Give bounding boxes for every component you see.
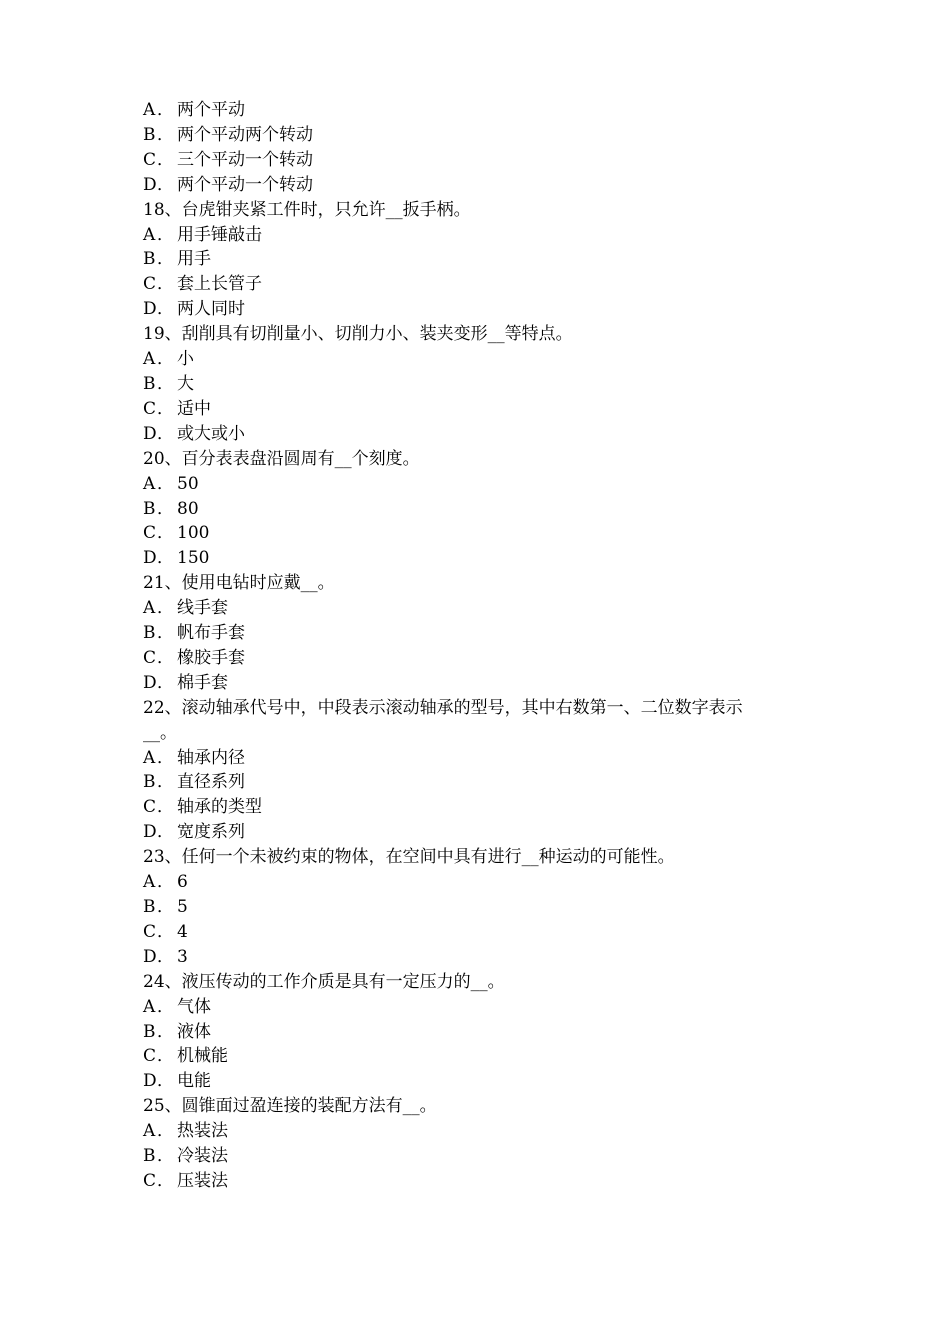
- question-text: 21、使用电钻时应戴__。: [143, 573, 335, 594]
- option-separator: ．: [157, 423, 174, 444]
- option-text: 用手: [177, 249, 211, 270]
- question-text: 23、任何一个未被约束的物体，在空间中具有进行__种运动的可能性。: [143, 847, 675, 868]
- option-text: 150: [177, 548, 210, 569]
- option-text: 冷装法: [177, 1146, 228, 1167]
- option-letter: A: [143, 100, 156, 120]
- answer-option: [143, 596, 833, 621]
- answer-option: [143, 1119, 833, 1144]
- option-separator: ．: [157, 1146, 174, 1167]
- option-separator: ．: [157, 1071, 174, 1092]
- option-letter: B: [143, 124, 156, 145]
- answer-option: [143, 895, 833, 920]
- option-letter: B: [143, 623, 156, 644]
- option-letter: A: [143, 747, 156, 768]
- answer-option: [143, 297, 833, 322]
- answer-option: [143, 347, 833, 372]
- option-letter: A: [143, 224, 156, 245]
- answer-option: [143, 546, 833, 571]
- option-separator: ．: [157, 623, 174, 644]
- option-text: 热装法: [177, 1121, 228, 1142]
- option-text: 4: [177, 921, 188, 942]
- option-text: 80: [177, 498, 199, 519]
- option-text: 50: [177, 473, 199, 494]
- option-text: 小: [177, 349, 194, 370]
- option-letter: D: [143, 946, 157, 967]
- option-separator: ．: [157, 373, 174, 394]
- option-text: 套上长管子: [177, 274, 262, 295]
- option-letter: D: [143, 174, 157, 195]
- answer-option: [143, 397, 833, 422]
- option-text: 大: [177, 373, 194, 394]
- option-separator: ．: [157, 1170, 174, 1191]
- answer-option: [143, 272, 833, 297]
- option-separator: ．: [157, 996, 174, 1017]
- option-text: 液体: [177, 1021, 211, 1042]
- option-text: 两个平动两个转动: [177, 124, 313, 145]
- option-separator: ．: [157, 822, 174, 843]
- answer-option: [143, 1169, 833, 1194]
- document-page: [143, 98, 833, 1194]
- answer-option: [143, 746, 833, 771]
- option-letter: C: [143, 1046, 157, 1067]
- option-letter: B: [143, 373, 156, 394]
- option-text: 棉手套: [177, 672, 228, 693]
- answer-option: [143, 1020, 833, 1045]
- answer-option: [143, 1144, 833, 1169]
- option-letter: D: [143, 423, 157, 444]
- answer-option: [143, 995, 833, 1020]
- answer-option: [143, 920, 833, 945]
- option-separator: ．: [157, 921, 174, 942]
- answer-option: [143, 247, 833, 272]
- option-separator: ．: [157, 672, 174, 693]
- option-letter: B: [143, 897, 156, 917]
- option-text: 电能: [177, 1071, 211, 1092]
- option-text: 3: [177, 946, 188, 967]
- answer-option: [143, 173, 833, 198]
- option-separator: ．: [157, 647, 174, 668]
- option-letter: A: [143, 996, 156, 1017]
- option-text: 两个平动一个转动: [177, 174, 313, 195]
- option-separator: ．: [157, 299, 174, 320]
- option-text: 100: [177, 523, 210, 544]
- option-separator: ．: [157, 946, 174, 967]
- option-text: 气体: [177, 996, 211, 1017]
- option-letter: C: [143, 1170, 157, 1191]
- question-text: 18、台虎钳夹紧工件时，只允许__扳手柄。: [143, 199, 471, 220]
- option-text: 三个平动一个转动: [177, 149, 313, 170]
- answer-option: [143, 646, 833, 671]
- option-letter: B: [143, 772, 156, 793]
- option-separator: ．: [157, 349, 174, 370]
- option-letter: A: [143, 473, 156, 494]
- option-text: 两个平动: [177, 100, 245, 120]
- option-letter: D: [143, 822, 157, 843]
- option-letter: B: [143, 1021, 156, 1042]
- answer-option: [143, 521, 833, 546]
- option-letter: A: [143, 349, 156, 370]
- option-separator: ．: [157, 872, 174, 893]
- option-text: 轴承的类型: [177, 797, 262, 818]
- option-text: 线手套: [177, 598, 228, 619]
- option-separator: ．: [157, 149, 174, 170]
- question-text: 20、百分表表盘沿圆周有__个刻度。: [143, 448, 420, 469]
- answer-option: [143, 795, 833, 820]
- option-separator: ．: [157, 747, 174, 768]
- question-text: __。: [143, 722, 177, 743]
- question-text: 24、液压传动的工作介质是具有一定压力的__。: [143, 971, 505, 992]
- option-letter: C: [143, 647, 157, 668]
- option-letter: A: [143, 872, 156, 893]
- option-text: 6: [177, 872, 188, 893]
- option-letter: C: [143, 274, 157, 295]
- question-text: 22、滚动轴承代号中，中段表示滚动轴承的型号，其中右数第一、二位数字表示: [143, 697, 743, 718]
- option-separator: ．: [157, 473, 174, 494]
- option-letter: C: [143, 921, 157, 942]
- option-separator: ．: [157, 249, 174, 270]
- option-text: 5: [177, 897, 188, 917]
- option-letter: C: [143, 398, 157, 419]
- option-text: 轴承内径: [177, 747, 245, 768]
- option-text: 用手锤敲击: [177, 224, 262, 245]
- option-letter: D: [143, 672, 157, 693]
- option-letter: C: [143, 523, 157, 544]
- option-separator: ．: [157, 498, 174, 519]
- option-separator: ．: [157, 224, 174, 245]
- option-separator: ．: [157, 548, 174, 569]
- option-separator: ．: [157, 124, 174, 145]
- answer-option: [143, 98, 833, 123]
- answer-option: [143, 148, 833, 173]
- option-text: 机械能: [177, 1046, 228, 1067]
- option-separator: ．: [157, 897, 174, 917]
- option-text: 两人同时: [177, 299, 245, 320]
- option-separator: ．: [157, 523, 174, 544]
- option-separator: ．: [157, 598, 174, 619]
- option-letter: C: [143, 149, 157, 170]
- option-separator: ．: [157, 174, 174, 195]
- option-separator: ．: [157, 1121, 174, 1142]
- answer-option: [143, 770, 833, 795]
- answer-option: [143, 472, 833, 497]
- option-separator: ．: [157, 797, 174, 818]
- answer-option: [143, 497, 833, 522]
- option-separator: ．: [157, 100, 174, 120]
- answer-option: [143, 1069, 833, 1094]
- option-text: 适中: [177, 398, 211, 419]
- option-letter: B: [143, 1146, 156, 1167]
- option-text: 压装法: [177, 1170, 228, 1191]
- answer-option: [143, 945, 833, 970]
- answer-option: [143, 621, 833, 646]
- option-text: 帆布手套: [177, 623, 245, 644]
- answer-option: [143, 372, 833, 397]
- answer-option: [143, 422, 833, 447]
- answer-option: [143, 671, 833, 696]
- question-text: 19、刮削具有切削量小、切削力小、装夹变形__等特点。: [143, 324, 573, 345]
- option-text: 直径系列: [177, 772, 245, 793]
- option-letter: D: [143, 299, 157, 320]
- option-letter: A: [143, 598, 156, 619]
- option-separator: ．: [157, 398, 174, 419]
- answer-option: [143, 820, 833, 845]
- answer-option: [143, 223, 833, 248]
- answer-option: [143, 1044, 833, 1069]
- answer-option: [143, 870, 833, 895]
- option-letter: A: [143, 1121, 156, 1142]
- option-separator: ．: [157, 1021, 174, 1042]
- option-text: 宽度系列: [177, 822, 245, 843]
- option-letter: D: [143, 1071, 157, 1092]
- option-separator: ．: [157, 274, 174, 295]
- option-letter: B: [143, 249, 156, 270]
- option-text: 或大或小: [177, 423, 245, 444]
- option-letter: B: [143, 498, 156, 519]
- option-letter: D: [143, 548, 157, 569]
- option-separator: ．: [157, 1046, 174, 1067]
- option-text: 橡胶手套: [177, 647, 245, 668]
- question-text: 25、圆锥面过盈连接的装配方法有__。: [143, 1096, 437, 1117]
- answer-option: [143, 123, 833, 148]
- option-letter: C: [143, 797, 157, 818]
- option-separator: ．: [157, 772, 174, 793]
